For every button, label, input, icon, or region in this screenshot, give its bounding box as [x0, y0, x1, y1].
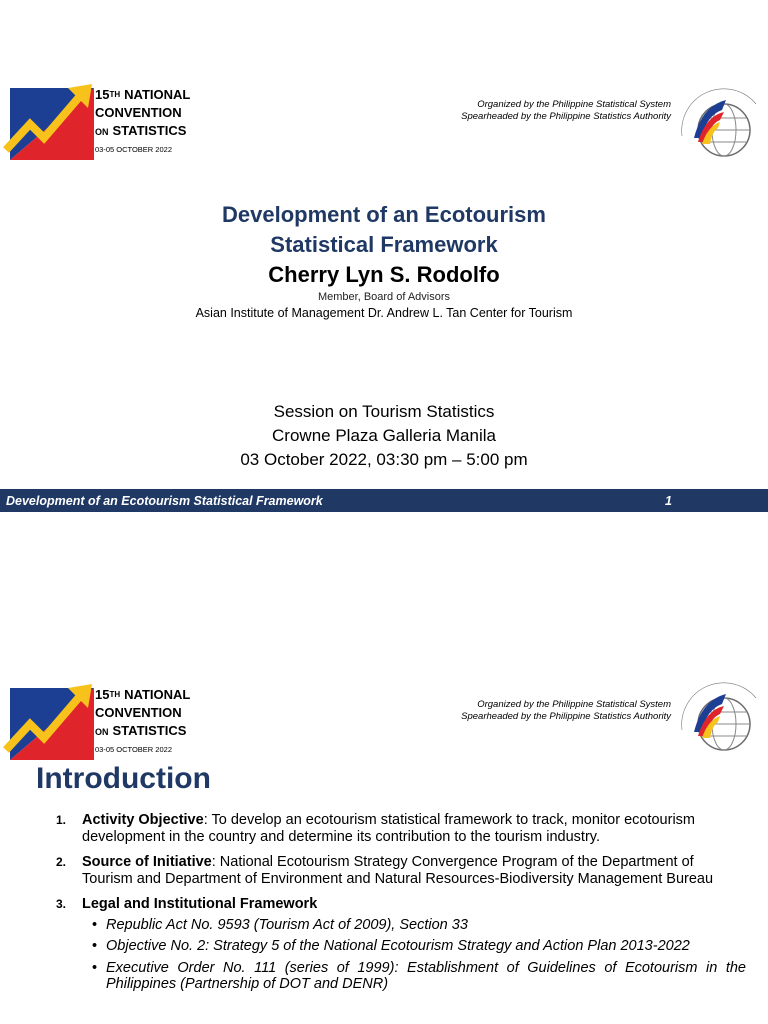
psa-seal-icon	[672, 86, 766, 170]
convention-logo-icon	[2, 80, 94, 160]
psa-seal-icon	[672, 680, 766, 764]
organizer-text: Organized by the Philippine Statistical System Spearheaded by the Philippine Statistics Authority	[461, 99, 671, 122]
speaker-role: Member, Board of Advisors	[317, 291, 451, 303]
bullet-item: • Objective No. 2: Strategy 5 of the National Ecotourism Strategy and Action Plan 2013-2022	[92, 938, 690, 954]
section-heading: Introduction	[36, 762, 211, 795]
footer-title: Development of an Ecotourism Statistical Framework	[6, 494, 323, 508]
session-venue: Crowne Plaza Galleria Manila	[272, 426, 496, 445]
list-item: 3. Legal and Institutional Framework • Republic Act No. 9593 (Tourism Act of 2009), Section 33 • Objective No. 2: Strategy 5 of the National Ecotourism Strategy and Action Plan 2013-2022 • Executive Order No. 111 (series of 1999): Establishment of Guidelines of Ecotourism in the Philippines (Partnership of DOT and DENR)	[56, 896, 746, 992]
bullet-item: • Republic Act No. 9593 (Tourism Act of 2009), Section 33	[92, 916, 468, 933]
convention-logo-icon	[2, 680, 94, 760]
convention-date: 03-05 OCTOBER 2022	[95, 745, 172, 754]
bullet-item: • Executive Order No. 111 (series of 1999): Establishment of Guidelines of Ecotourism in the Philippines (Partnership of DOT and DENR)	[92, 959, 746, 992]
list-item: 1. Activity Objective: To develop an ecotourism statistical framework to track, monitor ecotourism development in the country and determine its contribution to the tourism industry.	[56, 812, 696, 845]
convention-logo-text: 15TH NATIONAL CONVENTION ON STATISTICS	[95, 87, 191, 138]
convention-date: 03-05 OCTOBER 2022	[95, 145, 172, 154]
list-item: 2. Source of Initiative: National Ecotourism Strategy Convergence Program of the Department of Tourism and Department of Environment and Natural Resources-Biodiversity Management Bureau	[56, 854, 714, 887]
page-number: 1	[665, 494, 672, 508]
introduction-slide	[0, 640, 768, 1024]
slide-footer	[0, 489, 768, 512]
convention-logo-text: 15TH NATIONAL CONVENTION ON STATISTICS	[95, 687, 191, 738]
speaker-affiliation: Asian Institute of Management Dr. Andrew L. Tan Center for Tourism	[195, 306, 573, 320]
presentation-title: Development of an Ecotourism Statistical Framework	[222, 202, 546, 257]
organizer-text: Organized by the Philippine Statistical System Spearheaded by the Philippine Statistics Authority	[461, 699, 671, 722]
bullet-list	[82, 917, 746, 993]
session-datetime: 03 October 2022, 03:30 pm – 5:00 pm	[240, 450, 528, 469]
speaker-name: Cherry Lyn S. Rodolfo	[268, 262, 500, 287]
session-name: Session on Tourism Statistics	[273, 402, 495, 421]
intro-list	[56, 812, 746, 998]
